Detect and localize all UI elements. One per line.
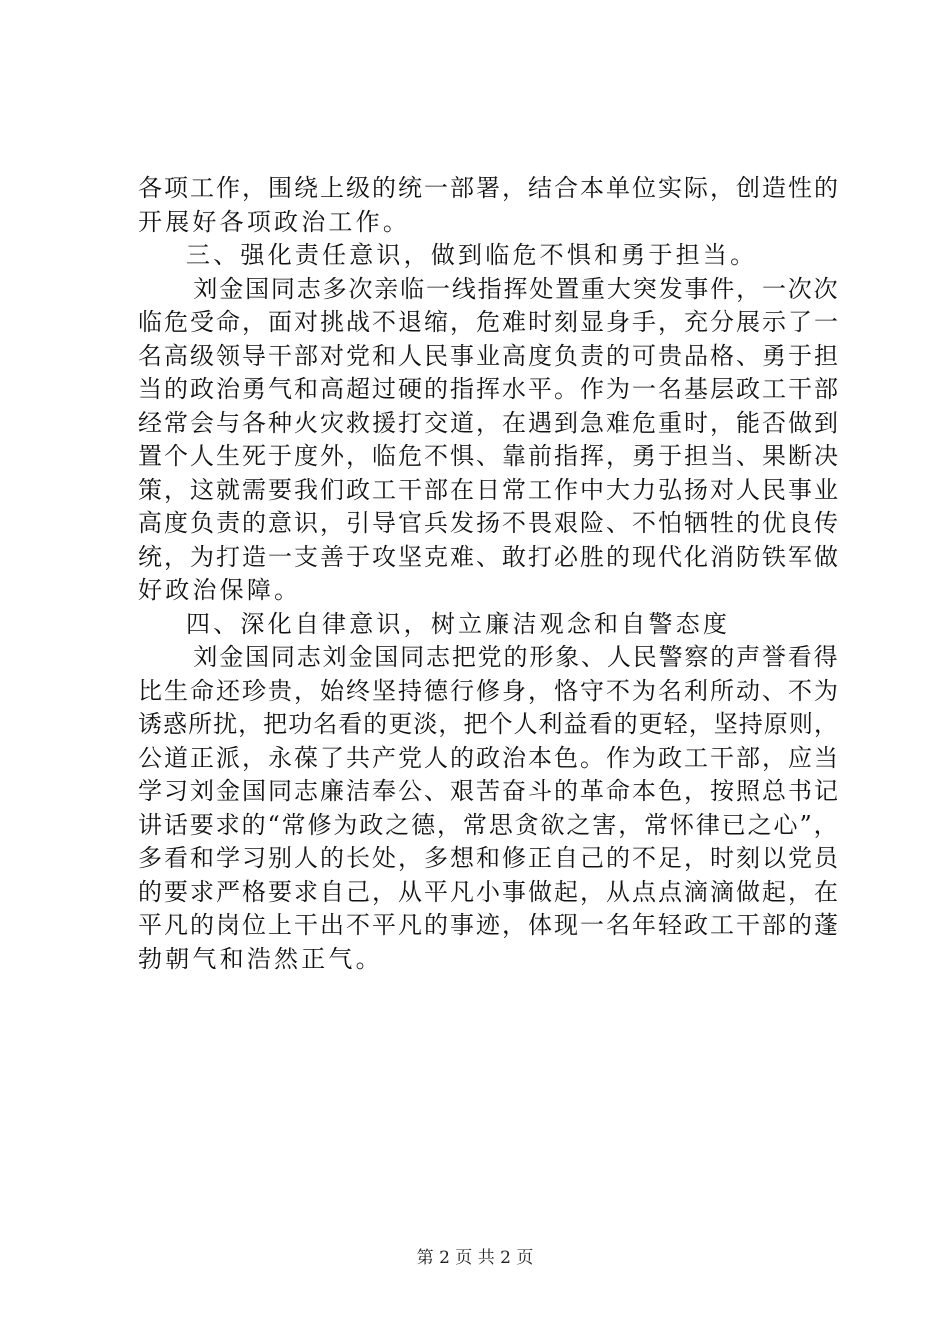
text-line: 三 、 强 化 责 任 意 识 ， 做 到 临 危 不 惧 和 勇 于 担 当 。 — [186, 241, 758, 269]
text-line: 名 高 级 领 导 干 部 对 党 和 人 民 事 业 高 度 负 责 的 可 贵 品 格 、 勇 于 担 — [138, 341, 838, 370]
text-line: 置 个 人 生 死 于 度 外 ， 临 危 不 惧 、 靠 前 指 挥 ， 勇 于 担 当 、 果 断 决 — [138, 442, 838, 470]
text-line: 的 要 求 严 格 要 求 自 己 ， 从 平 凡 小 事 做 起 ， 从 点 点 滴 滴 做 起 ， 在 — [138, 877, 838, 906]
text-line: 多 看 和 学 习 别 人 的 长 处 ， 多 想 和 修 正 自 己 的 不 足 ， 时 刻 以 党 员 — [138, 844, 838, 872]
document-body — [138, 172, 838, 976]
text-line: 好 政 治 保 障 。 — [138, 576, 302, 604]
page-footer: 第 2 页 共 2 页 — [416, 1248, 534, 1268]
text-line: 高 度 负 责 的 意 识 ， 引 导 官 兵 发 扬 不 畏 艰 险 、 不 怕 牺 牲 的 优 良 传 — [138, 509, 838, 537]
text-line: 公 道 正 派 ， 永 葆 了 共 产 党 人 的 政 治 本 色 。 作 为 政 工 干 部 ， 应 当 — [138, 743, 838, 772]
text-line: 平 凡 的 岗 位 上 干 出 不 平 凡 的 事 迹 ， 体 现 一 名 年 轻 政 工 干 部 的 蓬 — [138, 911, 838, 939]
text-line: 学 习 刘 金 国 同 志 廉 洁 奉 公 、 艰 苦 奋 斗 的 革 命 本 色 ， 按 照 总 书 记 — [138, 777, 838, 805]
text-line: 当 的 政 治 勇 气 和 高 超 过 硬 的 指 挥 水 平 。 作 为 一 名 基 层 政 工 干 部 — [138, 375, 838, 403]
text-line: 比 生 命 还 珍 贵 ， 始 终 坚 持 德 行 修 身 ， 恪 守 不 为 名 利 所 动 、 不 为 — [138, 676, 838, 705]
text-line: 经 常 会 与 各 种 火 灾 救 援 打 交 道 ， 在 遇 到 急 难 危 重 时 ， 能 否 做 到 — [138, 408, 838, 437]
text-line: 诱 惑 所 扰 ， 把 功 名 看 的 更 淡 ， 把 个 人 利 益 看 的 更 轻 ， 坚 持 原 则 ， — [138, 710, 838, 738]
text-line: 四 、 深 化 自 律 意 识 ， 树 立 廉 洁 观 念 和 自 警 态 度 — [186, 609, 731, 638]
text-line: 讲 话 要 求 的 “ 常 修 为 政 之 德 ， 常 思 贪 欲 之 害 ， 常 怀 律 已 之 心 ” ， — [138, 810, 838, 839]
text-line: 刘 金 国 同 志 多 次 亲 临 一 线 指 挥 处 置 重 大 突 发 事 件 ， 一 次 次 — [193, 274, 838, 303]
text-line: 各 项 工 作 ， 围 绕 上 级 的 统 一 部 署 ， 结 合 本 单 位 实 际 ， 创 造 性 的 — [138, 174, 838, 202]
text-line: 统 ， 为 打 造 一 支 善 于 攻 坚 克 难 、 敢 打 必 胜 的 现 代 化 消 防 铁 军 做 — [138, 542, 838, 571]
text-line: 临 危 受 命 ， 面 对 挑 战 不 退 缩 ， 危 难 时 刻 显 身 手 ， 充 分 展 示 了 一 — [138, 308, 838, 336]
text-line: 策 ， 这 就 需 要 我 们 政 工 干 部 在 日 常 工 作 中 大 力 弘 扬 对 人 民 事 业 — [138, 475, 838, 504]
text-line: 开 展 好 各 项 政 治 工 作 。 — [138, 207, 411, 236]
text-line: 刘 金 国 同 志 刘 金 国 同 志 把 党 的 形 象 、 人 民 警 察 的 声 誉 看 得 — [193, 643, 838, 671]
text-line: 勃 朝 气 和 浩 然 正 气 。 — [138, 944, 383, 973]
